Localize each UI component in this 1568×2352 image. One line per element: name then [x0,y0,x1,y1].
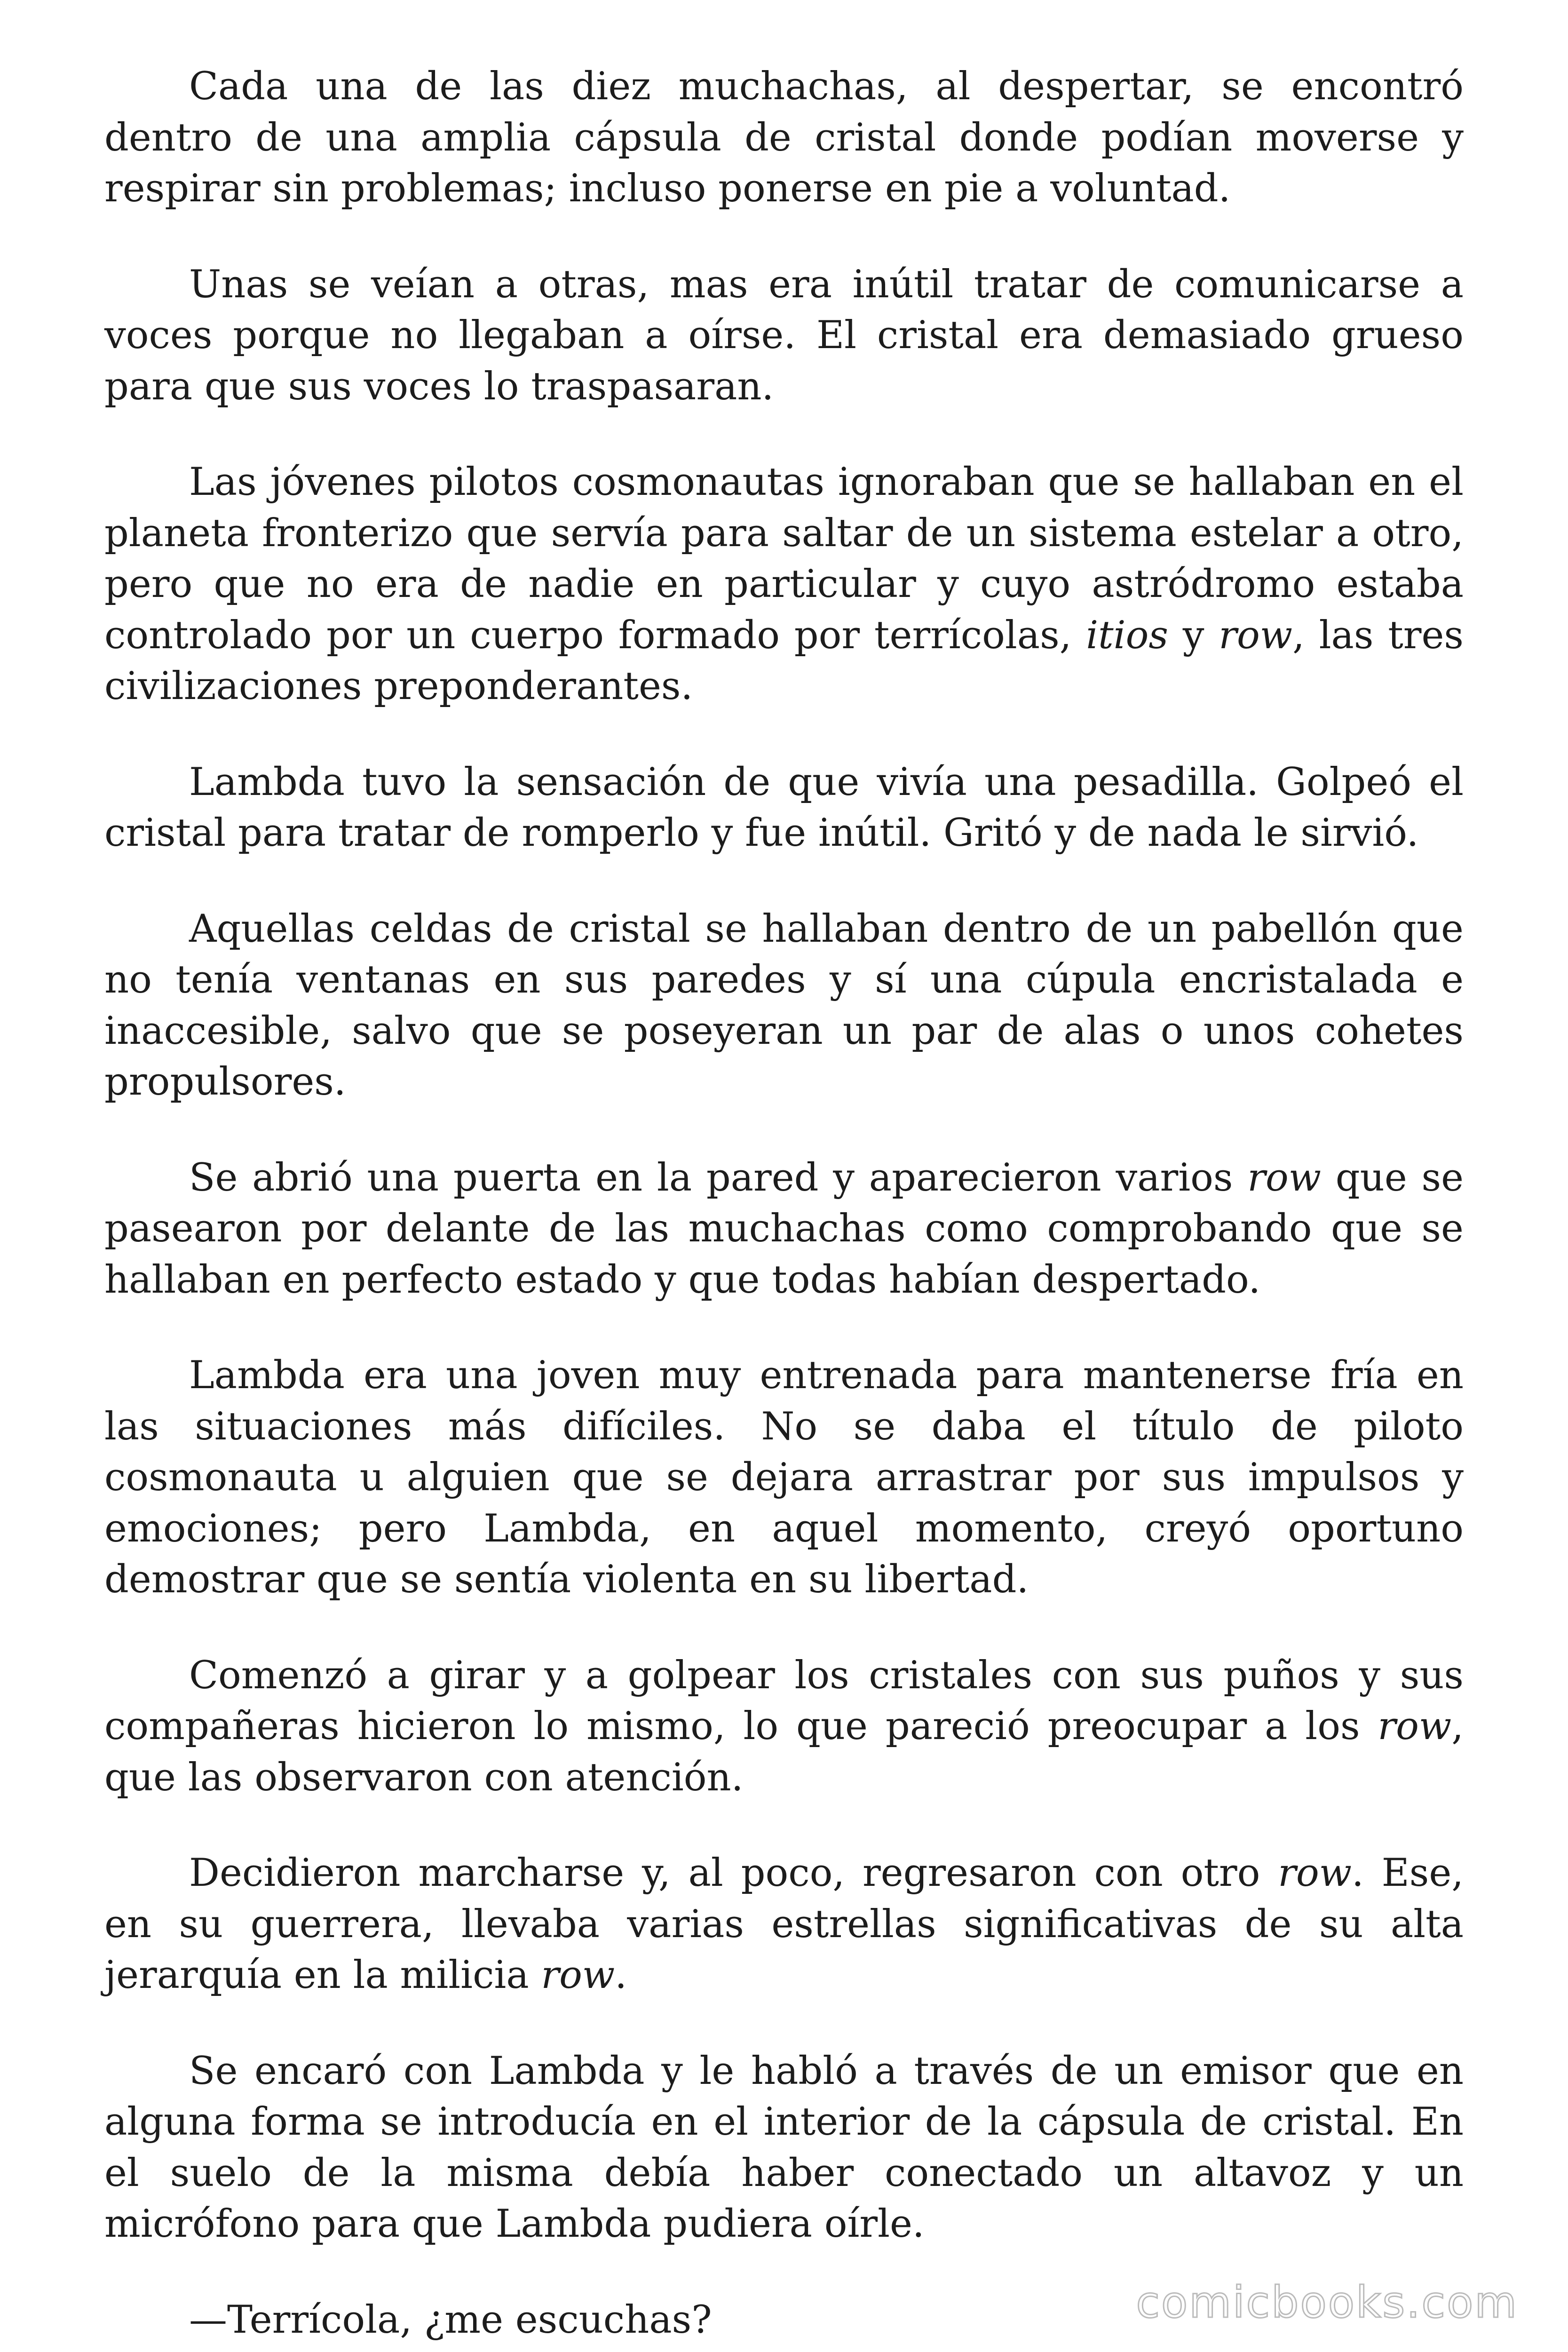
paragraph-2 [104,259,1464,413]
paragraph-8 [104,1650,1464,1804]
italic-term: row [1219,613,1293,658]
paragraph-text: Comenzó a girar y a golpear los cristales con sus puños y sus compañeras hicieron lo mismo, lo que pareció preocupar a los [104,1653,1464,1748]
paragraph-text: y [1168,613,1219,658]
paragraph-6 [104,1152,1464,1306]
paragraph-text: que se pasearon por delante de las muchachas como comprobando que se hallaban en perfecto estado y que todas habían despertado. [104,1155,1464,1302]
paragraph-text: —Terrícola, ¿me escuchas? [189,2297,712,2342]
paragraph-3 [104,457,1464,712]
paragraph-text: . Ese, en su guerrera, llevaba varias estrellas significativas de su alta jerarquía en la milicia [104,1851,1464,1997]
italic-term: row [541,1953,615,1997]
paragraph-1 [104,61,1464,215]
paragraph-text: Lambda tuvo la sensación de que vivía una pesadilla. Golpeó el cristal para tratar de romperlo y fue inútil. Gritó y de nada le sirvió. [104,760,1464,855]
paragraph-text: Aquellas celdas de cristal se hallaban dentro de un pabellón que no tenía ventanas en sus paredes y sí una cúpula encristalada e inaccesible, salvo que se poseyeran un par de alas o unos cohetes propulsores. [104,906,1464,1104]
paragraph-text: . [615,1953,627,1997]
watermark: comicbooks.com [1136,2277,1518,2328]
italic-term: itios [1086,613,1168,658]
paragraph-text: Unas se veían a otras, mas era inútil tratar de comunicarse a voces porque no llegaban a oírse. El cristal era demasiado grueso para que sus voces lo traspasaran. [104,262,1464,409]
paragraph-10 [104,2046,1464,2250]
italic-term: row [1378,1704,1452,1748]
paragraph-text: Las jóvenes pilotos cosmonautas ignoraban que se hallaban en el planeta fronterizo que servía para saltar de un sistema estelar a otro, pero que no era de nadie en particular y cuyo astródromo estaba controlado por un cuerpo formado por terrícolas, [104,460,1464,658]
paragraph-7 [104,1350,1464,1605]
paragraph-text: , las tres civilizaciones preponderantes. [104,613,1464,708]
paragraph-text: Se encaró con Lambda y le habló a través de un emisor que en alguna forma se introducía en el interior de la cápsula de cristal. En el suelo de la misma debía haber conectado un altavoz y un micrófono para que Lambda pudiera oírle. [104,2049,1464,2246]
paragraph-text: Lambda era una joven muy entrenada para mantenerse fría en las situaciones más difíciles. No se daba el título de piloto cosmonauta u alguien que se dejara arrastrar por sus impulsos y emociones; pero Lambda, en aquel momento, creyó oportuno demostrar que se sentía violenta en su libertad. [104,1353,1464,1602]
paragraph-text: Cada una de las diez muchachas, al despertar, se encontró dentro de una amplia cápsula de cristal donde podían moverse y respirar sin problemas; incluso ponerse en pie a voluntad. [104,64,1464,211]
paragraph-4 [104,757,1464,859]
paragraph-text: Decidieron marcharse y, al poco, regresaron con otro [189,1851,1278,1895]
italic-term: row [1247,1155,1322,1200]
paragraph-text: Se abrió una puerta en la pared y aparecieron varios [189,1155,1248,1200]
paragraph-5 [104,904,1464,1108]
page-text [104,61,1464,2352]
italic-term: row [1278,1851,1352,1895]
paragraph-9 [104,1848,1464,2001]
paragraph-text: , que las observaron con atención. [104,1704,1464,1800]
